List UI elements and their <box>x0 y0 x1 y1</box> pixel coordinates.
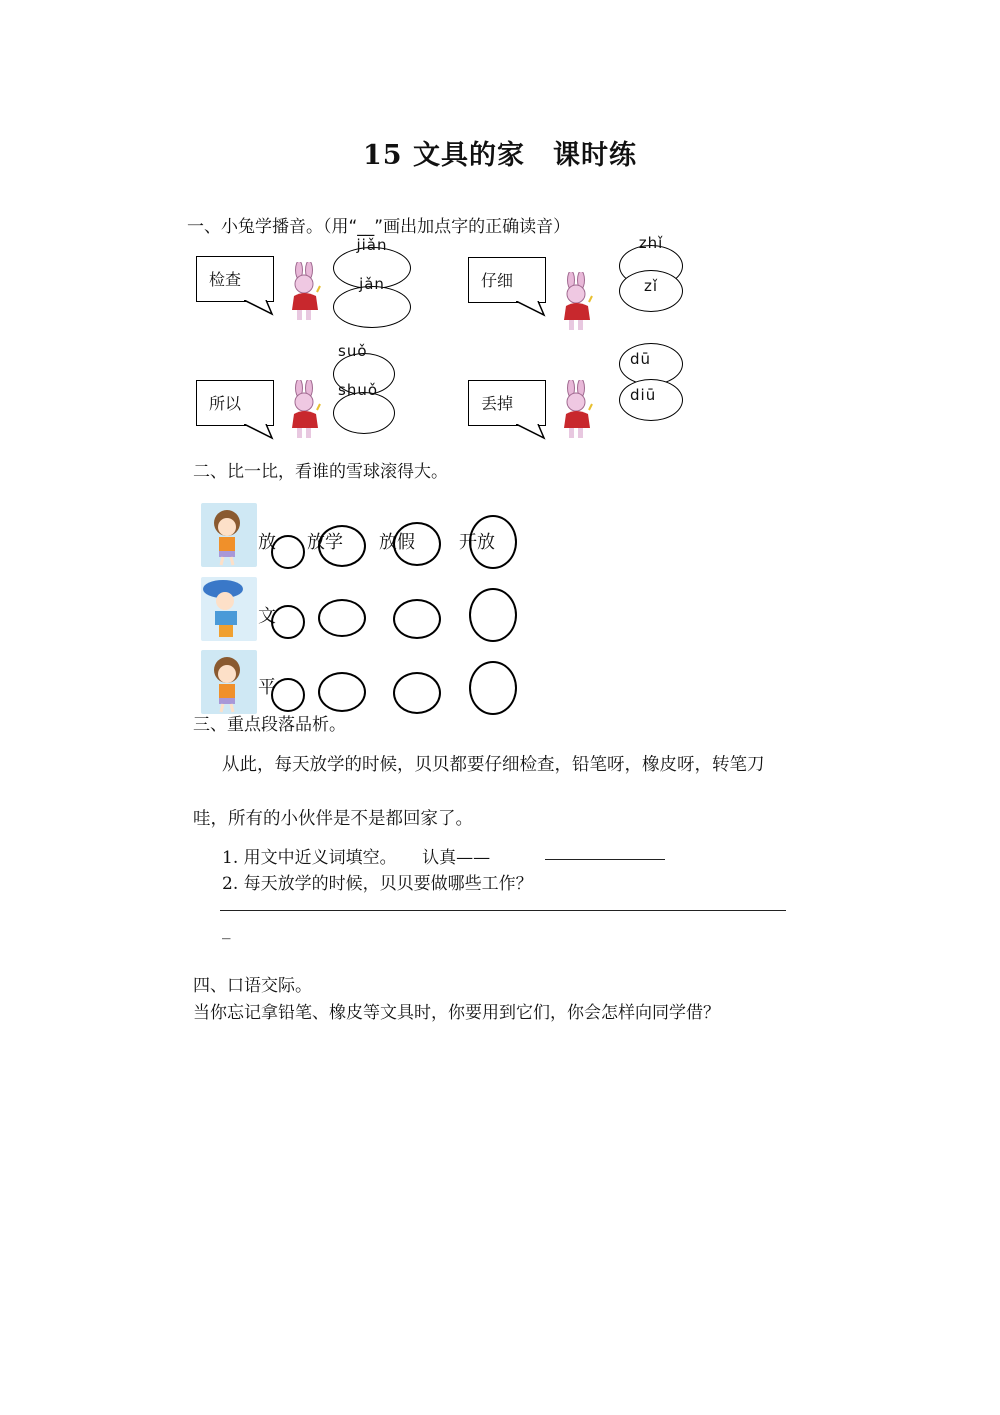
callout-box <box>468 257 546 303</box>
pinyin-option[interactable]: jiǎn <box>333 247 411 289</box>
compound-word: 放假 <box>379 532 415 553</box>
rabbit-icon <box>288 262 322 328</box>
snowball-circle[interactable] <box>393 672 441 714</box>
pinyin-option[interactable]: jǎn <box>333 286 411 328</box>
section4-question: 当你忘记拿铅笔、橡皮等文具时，你要用到它们，你会怎样向同学借？ <box>193 1003 720 1023</box>
rabbit-icon <box>560 380 594 446</box>
callout-tail-icon <box>516 301 548 317</box>
snowball-circle[interactable] <box>393 522 441 566</box>
pinyin-option[interactable]: zhǐ <box>619 245 683 287</box>
answer-line[interactable] <box>220 910 786 911</box>
passage-line-2: 哇，所有的小伙伴是不是都回家了。 <box>193 809 473 829</box>
base-char: 平 <box>258 677 276 698</box>
rabbit-icon <box>288 380 322 446</box>
word-callout <box>196 256 274 302</box>
base-char: 文 <box>258 606 276 627</box>
passage-line-1: 从此，每天放学的时候，贝贝都要仔细检查，铅笔呀，橡皮呀，转笔刀 <box>222 755 765 775</box>
pinyin-option[interactable]: dū <box>619 343 683 385</box>
section3-heading: 三、重点段落品析。 <box>193 715 346 735</box>
pinyin-option[interactable]: shuǒ <box>333 392 395 434</box>
snowball-circle[interactable] <box>393 599 441 639</box>
rabbit-icon <box>560 272 594 338</box>
question-1: 1. 用文中近义词填空。 认真—— <box>222 848 491 868</box>
callout-box <box>196 256 274 302</box>
word-callout <box>468 257 546 303</box>
pinyin-option[interactable]: zǐ <box>619 270 683 312</box>
page-title: 15 文具的家 课时练 <box>363 140 637 171</box>
snowball-circle[interactable] <box>469 588 517 642</box>
callout-word: 仔细 <box>481 271 514 290</box>
pinyin-option[interactable]: suǒ <box>333 353 395 395</box>
snowball-circle[interactable] <box>271 678 305 712</box>
compound-word: 开放 <box>459 532 495 553</box>
snowball-circle[interactable] <box>469 515 517 569</box>
compound-word: 放学 <box>307 532 343 553</box>
word-callout <box>468 380 546 426</box>
pinyin-option[interactable]: diū <box>619 379 683 421</box>
girl-illustration-icon <box>201 503 257 567</box>
callout-tail-icon <box>516 424 548 440</box>
boy-illustration-icon <box>201 577 257 641</box>
snowball-circle[interactable] <box>469 661 517 715</box>
callout-tail-icon <box>244 300 276 316</box>
callout-word: 丢掉 <box>481 394 514 413</box>
answer-stub: _ <box>222 920 231 940</box>
snowball-circle[interactable] <box>318 525 366 567</box>
callout-box <box>196 380 274 426</box>
question-2: 2. 每天放学的时候，贝贝要做哪些工作？ <box>222 874 533 894</box>
callout-tail-icon <box>244 424 276 440</box>
callout-word: 检查 <box>209 270 242 289</box>
section2-heading: 二、比一比，看谁的雪球滚得大。 <box>193 462 448 482</box>
answer-blank[interactable] <box>545 859 665 860</box>
callout-word: 所以 <box>209 394 242 413</box>
section4-heading: 四、口语交际。 <box>193 976 312 996</box>
snowball-circle[interactable] <box>271 605 305 639</box>
word-callout <box>196 380 274 426</box>
snowball-circle[interactable] <box>318 672 366 712</box>
snowball-circle[interactable] <box>318 599 366 637</box>
section1-heading: 一、小兔学播音。（用“__”画出加点字的正确读音） <box>187 217 571 237</box>
snowball-circle[interactable] <box>271 535 305 569</box>
base-char: 放 <box>258 532 276 553</box>
girl-illustration-icon <box>201 650 257 714</box>
callout-box <box>468 380 546 426</box>
